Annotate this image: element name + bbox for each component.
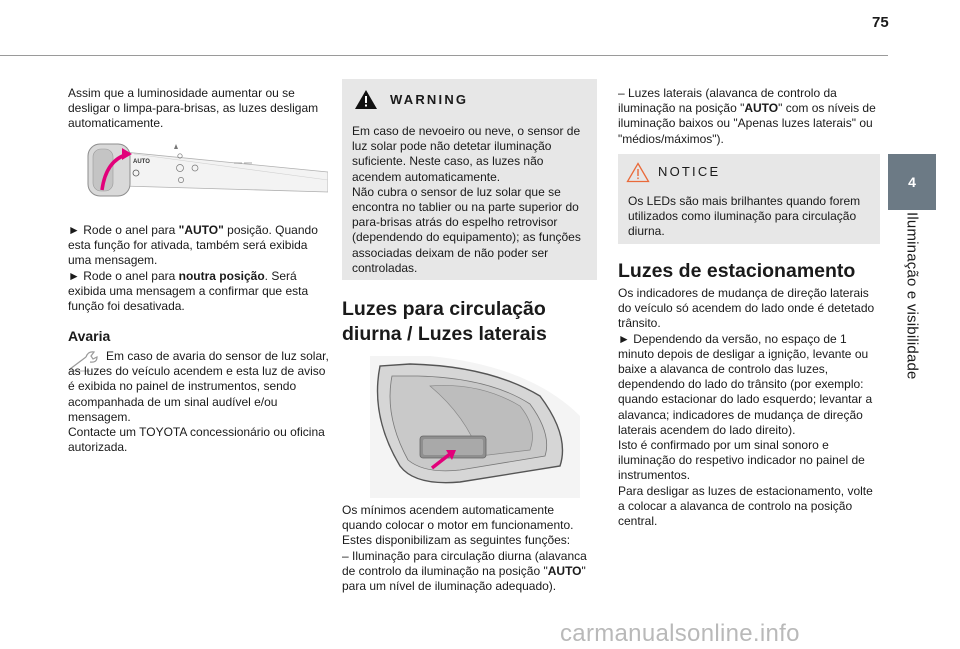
chapter-tab[interactable] — [888, 154, 936, 210]
notice-box — [618, 154, 880, 244]
parking-lights-heading: Luzes de estacionamento — [618, 260, 856, 282]
header-divider — [0, 55, 888, 56]
chapter-title — [888, 212, 936, 402]
step-other-position: ► Rode o anel para noutra posição. Será exibida uma mensagem a confirmar que esta função foi desativada. — [68, 268, 309, 314]
col1-steps — [68, 223, 330, 314]
warning-body — [352, 124, 590, 276]
watermark: carmanualsonline.info — [560, 620, 800, 647]
intro-paragraph: Assim que a luminosidade aumentar ou se desligar o limpa-para-brisas, as luzes desligam automaticamente. — [68, 86, 319, 131]
notice-title: NOTICE — [658, 164, 721, 179]
drl-paragraph-1: Os mínimos acendem automaticamente quando colocar o motor em funcionamento. — [342, 503, 574, 533]
warning-title: WARNING — [390, 92, 469, 107]
drl-dash-item: – Iluminação para circulação diurna (alavanca de controlo da iluminação na posição "AUTO" para um nível de iluminação adequado). — [342, 548, 587, 594]
warning-paragraph-2: Não cubra o sensor de luz solar que se encontra no tablier ou na parte superior do para-brisas atrás do espelho retrovisor (dependendo do equipamento); as funções associadas deixam de não poder ser controladas. — [352, 184, 581, 275]
avaria-paragraph: Em caso de avaria do sensor de luz solar, as luzes do veículo acendem e esta luz de aviso é exibida no painel de instrumentos, sendo acompanhada de um sinal audível e/ou mensagem. — [68, 349, 329, 424]
drl-heading: Luzes para circulação diurna / Luzes laterais — [342, 298, 547, 345]
warning-paragraph-1: Em caso de nevoeiro ou neve, o sensor de luz solar pode não detetar iluminação suficiente. Neste caso, as luzes não acendem automaticamente. — [352, 124, 581, 184]
parking-step: ► Dependendo da versão, no espaço de 1 minuto depois de desligar a ignição, levante ou baixe a alavanca de controlo das luzes, dependendo do lado do trânsito (por exemplo: quando estacionar do lado esquerdo; levantar a alavanca; indicadores de mudança de direção laterais acendem do lado direito). — [618, 331, 873, 437]
parking-paragraph-1: Os indicadores de mudança de direção laterais do veículo só acendem do lado onde é detetado trânsito. — [618, 286, 875, 331]
step-auto: ► Rode o anel para "AUTO" posição. Quando esta função for ativada, também será exibida uma mensagem. — [68, 223, 318, 268]
avaria-heading: Avaria — [68, 328, 111, 344]
chapter-title-text: Iluminação e visibilidade — [903, 212, 921, 380]
warning-triangle-icon — [354, 89, 378, 110]
avaria-contact: Contacte um TOYOTA concessionário ou oficina autorizada. — [68, 425, 325, 455]
parking-paragraph-3: Para desligar as luzes de estacionamento, volte a colocar a alavanca de controlo na posição central. — [618, 483, 873, 529]
light-switch-illustration — [84, 140, 328, 206]
notice-paragraph: Os LEDs são mais brilhantes quando forem utilizados como iluminação para circulação diurna. — [628, 194, 861, 239]
page-number: 75 — [872, 14, 889, 31]
headlight-illustration — [370, 356, 580, 498]
chapter-number: 4 — [908, 174, 916, 190]
side-lights-dash-item: – Luzes laterais (alavanca de controlo da iluminação na posição "AUTO" com os níveis de iluminação baixos ou "Apenas luzes laterais" ou "médios/máximos"). — [618, 86, 876, 146]
parking-paragraph-2: Isto é confirmado por um sinal sonoro e iluminação do respetivo indicador no painel de instrumentos. — [618, 438, 865, 483]
col3-dash — [618, 86, 880, 147]
avaria-text — [68, 349, 330, 455]
col3-body — [618, 286, 880, 529]
col1-intro — [68, 86, 330, 132]
col2-body — [342, 503, 597, 594]
notice-triangle-icon — [626, 162, 650, 183]
auto-marking: AUTO — [133, 159, 150, 165]
warning-box — [342, 79, 597, 280]
notice-body — [628, 194, 872, 240]
drl-paragraph-2: Estes disponibilizam as seguintes funções: — [342, 533, 571, 548]
